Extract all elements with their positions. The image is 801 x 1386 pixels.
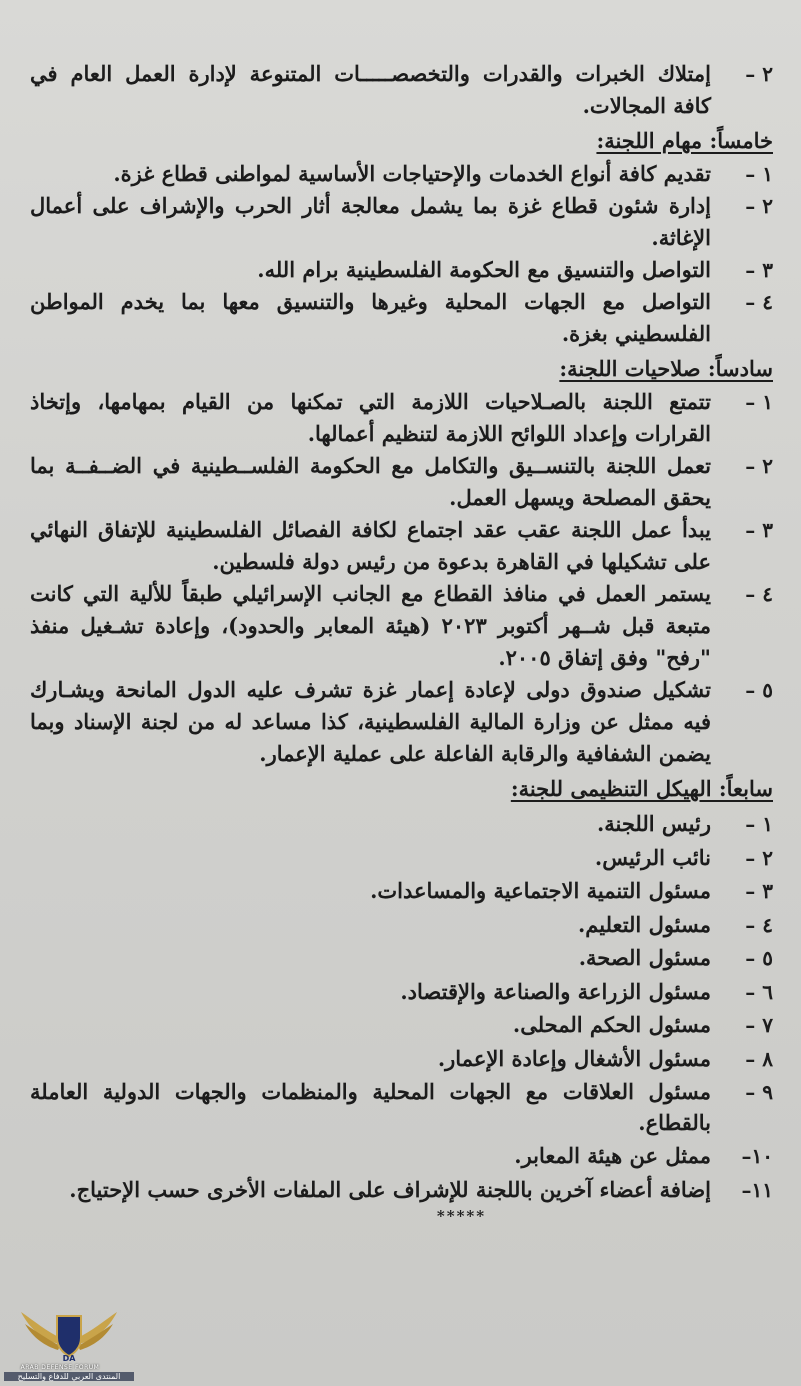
item-number: ٣ – [745,518,773,542]
item-number: ٤ – [745,582,773,606]
item-number: ٥ – [745,678,773,702]
section7-item [30,943,773,974]
item-number: ٤ – [745,290,773,314]
item-text: رئيس اللجنة. [596,811,711,836]
item-number: ١ – [745,812,773,836]
item-number: ٢ – [745,62,773,86]
item-number: ٨ – [745,1046,773,1071]
wings-shield-icon [13,1298,125,1364]
section6-item [30,514,773,578]
item-text: يبدأ عمل اللجنة عقب عقد اجتماع لكافة الفصائل الفلسطينية للإتفاق النهائي على تشكيلها في القاهرة بدعوة من رئيس دولة فلسطين. [30,517,711,574]
forum-watermark-logo [4,1298,134,1382]
section7-item [30,1077,773,1138]
item-text: مسئول الحكم المحلى. [512,1012,711,1037]
section6-item [30,674,773,770]
section6-item [30,450,773,514]
section7-item [30,843,773,874]
item-text: نائب الرئيس. [594,844,711,870]
item-text: مسئول العلاقات مع الجهات المحلية والمنظمات والجهات الدولية العاملة بالقطاع. [30,1079,711,1135]
section7-item [30,1141,773,1172]
end-mark: ***** [436,1207,487,1225]
item-text: مسئول الأشغال وإعادة الإعمار. [437,1045,711,1071]
item-number: ٧ – [745,1013,773,1037]
item-text: يستمر العمل في منافذ القطاع مع الجانب الإسرائيلي طبقاً للألية التي كانت متبعة قبل شــهر أكتوبر ٢٠٢٣ (هيئة المعابر والحدود)، وإعادة تشـغيل منفذ "رفح" وفق إتفاق ٢٠٠٥. [30,581,711,670]
section7-heading: سابعاً: الهيكل التنظيمى للجنة: [510,776,773,801]
section6-heading: سادساً: صلاحيات اللجنة: [559,356,773,381]
item-text: التواصل والتنسيق مع الحكومة الفلسطينية برام الله. [257,257,711,282]
watermark-english: ARAB DEFENSE FORUM [20,1364,100,1371]
section5-item [30,190,773,254]
item-text: تقديم كافة أنواع الخدمات والإحتياجات الأساسية لمواطنى قطاع غزة. [113,161,711,186]
section7-list [30,809,773,1205]
item-text: إدارة شئون قطاع غزة بما يشمل معالجة أثار الحرب والإشراف على أعمال الإغاثة. [30,193,711,250]
item-text: مسئول التعليم. [577,911,711,937]
item-number: ٢ – [745,845,773,870]
item-number: ٦ – [745,979,773,1004]
item-text: مسئول الزراعة والصناعة والإقتصاد. [400,978,711,1004]
section7-item [30,1044,773,1075]
item-text: إمتلاك الخبرات والقدرات والتخصصـــــات المتنوعة لإدارة العمل العام في كافة المجالات. [30,61,711,118]
section7-item [30,977,773,1008]
section6-list [30,386,773,770]
item-number: ٤ – [745,912,773,937]
item-number: ١٠– [741,1144,773,1168]
item-number: ١ – [745,162,773,186]
section6-item [30,386,773,450]
item-text: تتمتع اللجنة بالصـلاحيات اللازمة التي تمكنها من القيام بمهامها، وإتخاذ القرارات وإعداد اللوائح اللازمة لتنظيم أعمالها. [30,389,711,446]
section7-item [30,1010,773,1041]
section5-list [30,158,773,350]
item-text: التواصل مع الجهات المحلية وغيرها والتنسيق معها بما يخدم المواطن الفلسطيني بغزة. [30,289,711,346]
section5-item [30,254,773,286]
item-text: مسئول الصحة. [578,945,711,970]
section7-item [30,876,773,907]
intro-list [30,58,773,122]
svg-text:DA: DA [62,1354,76,1363]
section6-item [30,578,773,674]
item-number: ١١– [741,1177,773,1202]
item-number: ٣ – [745,879,773,903]
item-text: مسئول التنمية الاجتماعية والمساعدات. [370,878,711,903]
section7-item [30,910,773,941]
item-number: ٢ – [745,454,773,478]
section5-heading: خامساً: مهام اللجنة: [596,128,773,153]
intro-item [30,58,773,122]
watermark-arabic: المنتدى العربي للدفاع والتسليح [4,1372,134,1381]
item-text: تعمل اللجنة بالتنســيق والتكامل مع الحكومة الفلســطينية في الضــفــة بما يحقق المصلحة ويسهل العمل. [30,453,711,510]
item-number: ٥ – [745,946,773,970]
item-number: ٩ – [745,1080,773,1104]
item-number: ١ – [745,390,773,414]
section5-item [30,286,773,350]
section7-item [30,809,773,840]
section7-item [30,1175,773,1206]
item-text: إضافة أعضاء آخرين باللجنة للإشراف على الملفات الأخرى حسب الإحتياج. [69,1176,711,1202]
section5-item [30,158,773,190]
item-text: ممثل عن هيئة المعابر. [514,1143,711,1168]
item-number: ٢ – [745,194,773,218]
item-text: تشكيل صندوق دولى لإعادة إعمار غزة تشرف عليه الدول المانحة ويشـارك فيه ممثل عن وزارة المالية الفلسطينية، كذا مساعد له من لجنة الإسناد وبما يضمن الشفافية والرقابة الفاعلة على عملية الإعمار. [30,677,711,766]
item-number: ٣ – [745,258,773,282]
document-body [30,58,773,1225]
